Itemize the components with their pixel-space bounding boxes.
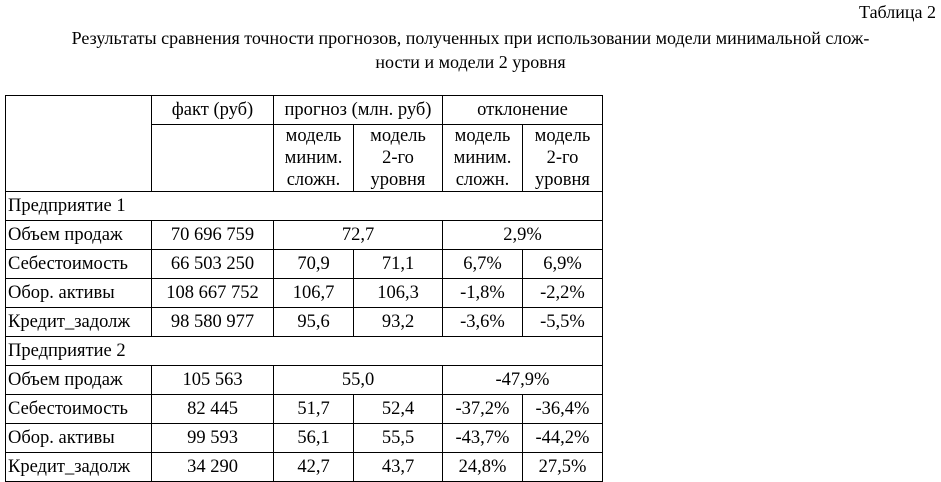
- cell-forecast-2: 43,7: [354, 453, 443, 482]
- header-deviation-model-min: [443, 125, 523, 192]
- cell-deviation-merged: -47,9%: [443, 366, 603, 395]
- cell-fact: 34 290: [152, 453, 274, 482]
- cell-deviation-2: 6,9%: [523, 250, 603, 279]
- caption-line-2: ности и модели 2 уровня: [375, 52, 566, 72]
- header-forecast-model-min: [274, 125, 354, 192]
- row-name: Себестоимость: [6, 395, 152, 424]
- table-row: [6, 395, 603, 424]
- row-name: Обор. активы: [6, 279, 152, 308]
- cell-deviation-2: -36,4%: [523, 395, 603, 424]
- cell-deviation-2: -44,2%: [523, 424, 603, 453]
- table-row: [6, 453, 603, 482]
- cell-deviation-merged: 2,9%: [443, 221, 603, 250]
- comparison-table: [5, 95, 603, 482]
- cell-forecast-2: 93,2: [354, 308, 443, 337]
- table-row: [6, 221, 603, 250]
- cell-deviation-min: -37,2%: [443, 395, 523, 424]
- cell-fact: 66 503 250: [152, 250, 274, 279]
- cell-forecast-merged: 72,7: [274, 221, 443, 250]
- table-row: [6, 424, 603, 453]
- header-text: модель: [454, 126, 511, 146]
- group-title: Предприятие 1: [6, 192, 603, 221]
- cell-forecast-2: 55,5: [354, 424, 443, 453]
- header-text: уровня: [535, 170, 590, 190]
- cell-forecast-2: 106,3: [354, 279, 443, 308]
- cell-forecast-min: 95,6: [274, 308, 354, 337]
- caption-line-1: Результаты сравнения точности прогнозов, полученных при использовании модели минимальной слож-: [71, 28, 870, 48]
- row-name: Кредит_задолж: [6, 308, 152, 337]
- cell-fact: 105 563: [152, 366, 274, 395]
- group-row: [6, 192, 603, 221]
- header-text: миним.: [453, 148, 512, 168]
- cell-fact: 108 667 752: [152, 279, 274, 308]
- cell-forecast-min: 70,9: [274, 250, 354, 279]
- cell-forecast-2: 52,4: [354, 395, 443, 424]
- cell-deviation-min: -1,8%: [443, 279, 523, 308]
- row-name: Себестоимость: [6, 250, 152, 279]
- header-row-1: [6, 96, 603, 125]
- cell-fact: 82 445: [152, 395, 274, 424]
- header-text: 2-го: [546, 148, 579, 168]
- cell-fact: 70 696 759: [152, 221, 274, 250]
- cell-forecast-merged: 55,0: [274, 366, 443, 395]
- header-text: 2-го: [382, 148, 414, 168]
- cell-fact: 99 593: [152, 424, 274, 453]
- cell-deviation-min: 6,7%: [443, 250, 523, 279]
- group-row: [6, 337, 603, 366]
- cell-deviation-min: 24,8%: [443, 453, 523, 482]
- table-label: Таблица 2: [859, 2, 936, 22]
- cell-forecast-min: 56,1: [274, 424, 354, 453]
- cell-forecast-min: 51,7: [274, 395, 354, 424]
- table-caption: [0, 26, 941, 74]
- header-forecast: прогноз (млн. руб): [274, 96, 443, 125]
- table-row: [6, 366, 603, 395]
- cell-deviation-2: -5,5%: [523, 308, 603, 337]
- row-name: Кредит_задолж: [6, 453, 152, 482]
- header-deviation-model-2: [523, 125, 603, 192]
- table-row: [6, 250, 603, 279]
- cell-forecast-min: 106,7: [274, 279, 354, 308]
- header-forecast-model-2: [354, 125, 443, 192]
- header-text: миним.: [284, 148, 343, 168]
- table-row: [6, 308, 603, 337]
- header-text: сложн.: [286, 170, 341, 190]
- cell-fact: 98 580 977: [152, 308, 274, 337]
- header-text: модель: [534, 126, 591, 146]
- header-text: модель: [370, 126, 426, 146]
- header-blank-cell: [6, 96, 152, 192]
- cell-forecast-min: 42,7: [274, 453, 354, 482]
- header-fact: факт (руб): [152, 96, 274, 125]
- header-text: уровня: [370, 170, 426, 190]
- cell-forecast-2: 71,1: [354, 250, 443, 279]
- header-text: сложн.: [455, 170, 510, 190]
- cell-deviation-2: 27,5%: [523, 453, 603, 482]
- row-name: Объем продаж: [6, 221, 152, 250]
- cell-deviation-2: -2,2%: [523, 279, 603, 308]
- table-row: [6, 279, 603, 308]
- group-title: Предприятие 2: [6, 337, 603, 366]
- cell-deviation-min: -43,7%: [443, 424, 523, 453]
- header-fact-blank: [152, 125, 274, 192]
- cell-deviation-min: -3,6%: [443, 308, 523, 337]
- row-name: Обор. активы: [6, 424, 152, 453]
- header-deviation: отклонение: [443, 96, 603, 125]
- header-text: модель: [285, 126, 342, 146]
- row-name: Объем продаж: [6, 366, 152, 395]
